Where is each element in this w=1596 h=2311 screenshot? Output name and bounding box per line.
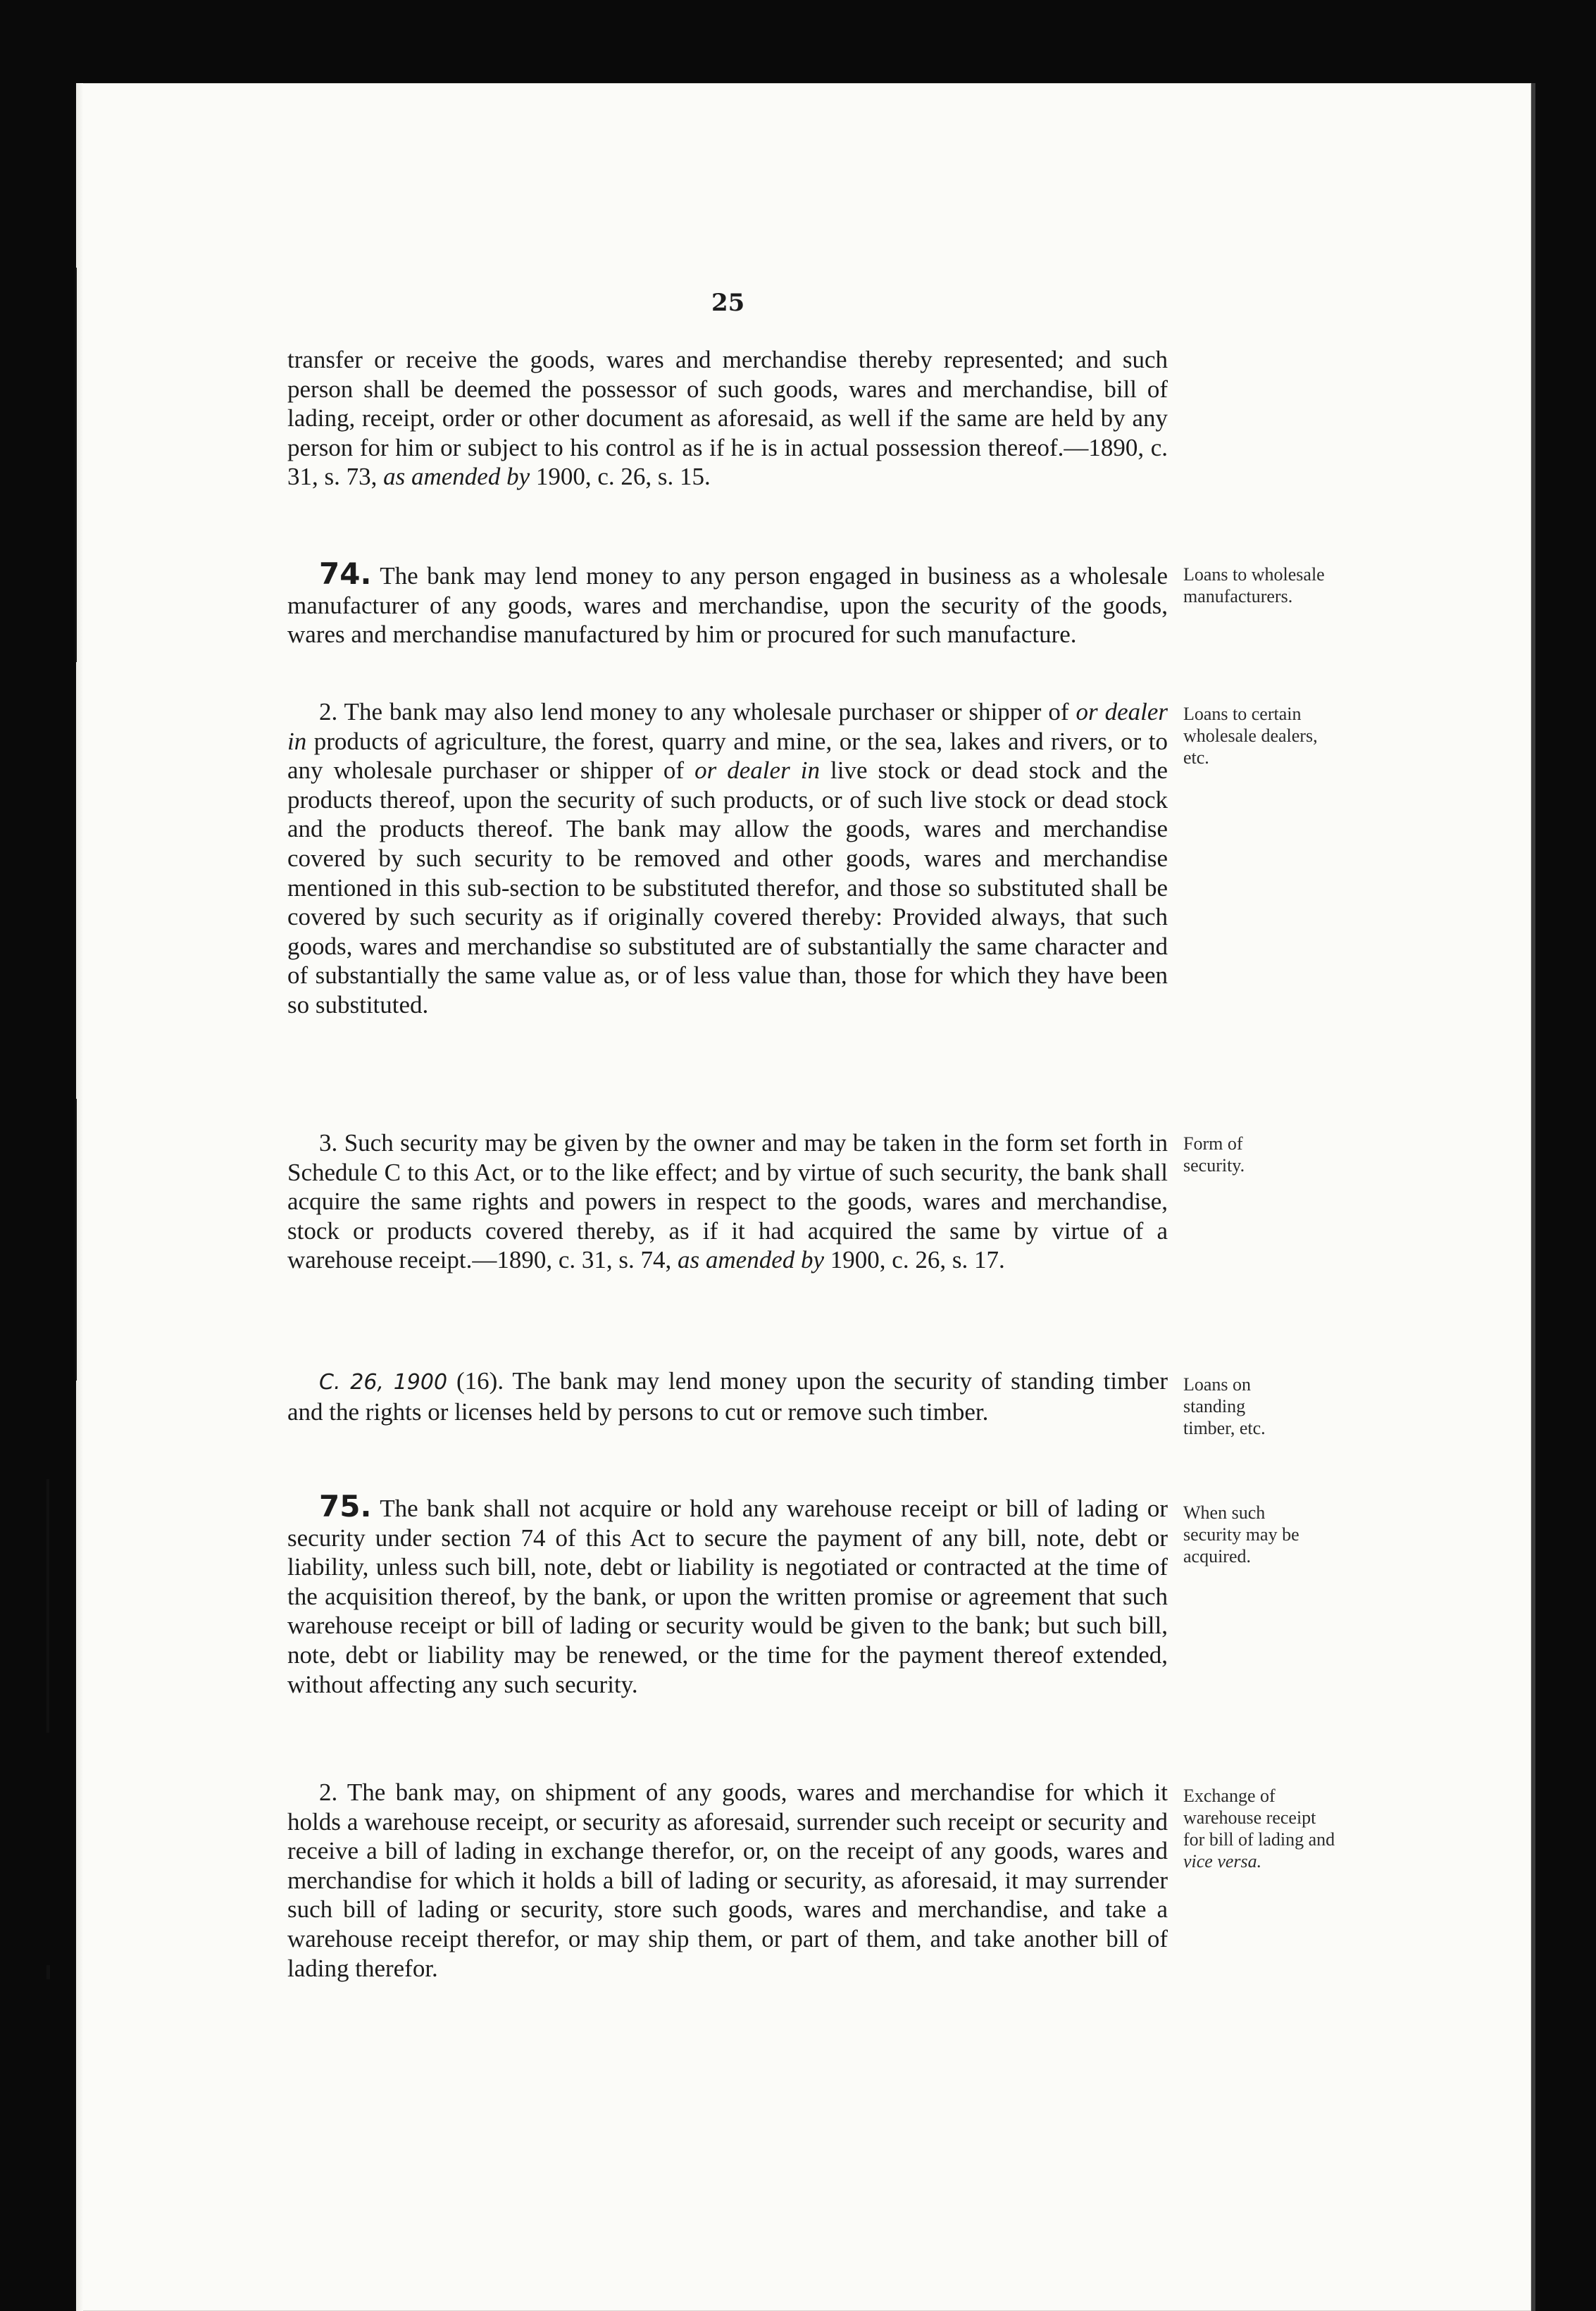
paragraph-text: The bank shall not acquire or hold any warehouse receipt or bill of lading or security under section 74 of this Act to secure the payment of any bill, note, debt or liability, unless such bill, note, debt or liability is negotiated or contracted at the time of the acquisition thereof, by the bank, or upon the written promise or agreement that such warehouse receipt or bill of lading or security would be given to the bank; but such bill, note, debt or liability may be renewed, or the time for the payment thereof extended, without affecting any such security. — [287, 1495, 1168, 1698]
page-number: 25 — [711, 289, 745, 317]
margin-note-italic: vice versa. — [1183, 1851, 1262, 1871]
binding-mark — [75, 268, 77, 662]
paragraph-text: 3. Such security may be given by the owner and may be taken in the form set forth in Schedule C to this Act, or to the like effect; and by virtue of such security, the bank shall acquire the same rights and powers in respect to the goods, wares and merchandise, stock or products covered thereby, as if it had acquired the same by virtue of a warehouse receipt.—1890, c. 31, s. 74, — [287, 1129, 1168, 1274]
section-74-subsection-3 — [287, 1128, 1168, 1275]
section-74-subsection-16 — [287, 1366, 1168, 1426]
section-number: 75. — [319, 1489, 372, 1524]
paragraph-text: 2. The bank may, on shipment of any goods, wares and merchandise for which it holds a warehouse receipt, or security as aforesaid, surrender such receipt or security and receive a bill of lading in exchange therefor, or, on the receipt of any goods, wares and merchandise for which it holds a bill of lading or security, as aforesaid, it may surrender such bill of lading or security, store such goods, wares and merchandise, and take a warehouse receipt therefor, or may ship them, or part of them, and take another bill of lading therefor. — [287, 1779, 1168, 1982]
paragraph-text: products of agriculture, the forest, quarry and mine, or the sea, lakes and rivers, or to any wholesale purchaser or shipper of — [287, 727, 1168, 785]
paragraph-text: 2. The bank may also lend money to any wholesale purchaser or shipper of — [319, 698, 1076, 725]
section-75-subsection-2 — [287, 1778, 1168, 1983]
margin-note: Loans to certain wholesale dealers, etc. — [1183, 704, 1318, 768]
margin-note: Loans to wholesale manufacturers. — [1183, 564, 1325, 606]
page-right-edge — [1531, 83, 1535, 2311]
statute-reference: C. 26, 1900 — [319, 1370, 448, 1395]
margin-note: Loans on standing timber, etc. — [1183, 1374, 1266, 1438]
binding-mark — [46, 1965, 50, 1979]
binding-mark — [75, 1099, 77, 1381]
margin-note-text: Exchange of warehouse receipt for bill of lading and — [1183, 1786, 1335, 1850]
margin-note — [1183, 1785, 1342, 1872]
paragraph-text: The bank may lend money to any person engaged in business as a wholesale manufacturer of any goods, wares and merchandise, upon the security of the goods, wares and merchandise manufactured by him or procured for such manufacture. — [287, 562, 1168, 649]
margin-note: Form of security. — [1183, 1133, 1245, 1176]
section-74 — [287, 556, 1168, 649]
amendment-ref: as amended by — [678, 1246, 825, 1274]
citation: 1900, c. 26, s. 17. — [824, 1246, 1005, 1274]
section-number: 74. — [319, 556, 372, 591]
section-74-subsection-2 — [287, 697, 1168, 1020]
page-fold-shadow — [76, 83, 83, 2311]
paragraph-continuation — [287, 345, 1168, 492]
amendment-ref: or dealer in — [287, 698, 1168, 755]
citation: 1900, c. 26, s. 15. — [530, 463, 711, 491]
margin-note: When such security may be acquired. — [1183, 1502, 1299, 1566]
paragraph-text: (16). The bank may lend money upon the security of standing timber and the rights or licenses held by persons to cut or remove such timber. — [287, 1367, 1168, 1426]
binding-mark — [46, 1479, 49, 1733]
paragraph-text: transfer or receive the goods, wares and merchandise thereby represented; and such person shall be deemed the possessor of such goods, wares and merchandise, bill of lading, receipt, order or other document as aforesaid, as well if the same are held by any person for him or subject to his control as if he is in actual possession thereof.—1890, c. 31, s. 73, — [287, 346, 1168, 491]
amendment-ref: as amended by — [383, 463, 530, 491]
paragraph-text: live stock or dead stock and the products thereof, upon the security of such products, or of such live stock or dead stock and the products thereof. The bank may allow the goods, wares and merchandise covered by such security to be removed and other goods, wares and merchandise mentioned in this sub-section to be substituted therefor, and those so substituted shall be covered by such security as if originally covered thereby: Provided always, that such goods, wares and merchandise so substituted are of substantially the same character and of substantially the same value as, or of less value than, those for which they have been so substituted. — [287, 756, 1168, 1019]
section-75 — [287, 1489, 1168, 1699]
amendment-ref: or dealer in — [694, 756, 820, 785]
